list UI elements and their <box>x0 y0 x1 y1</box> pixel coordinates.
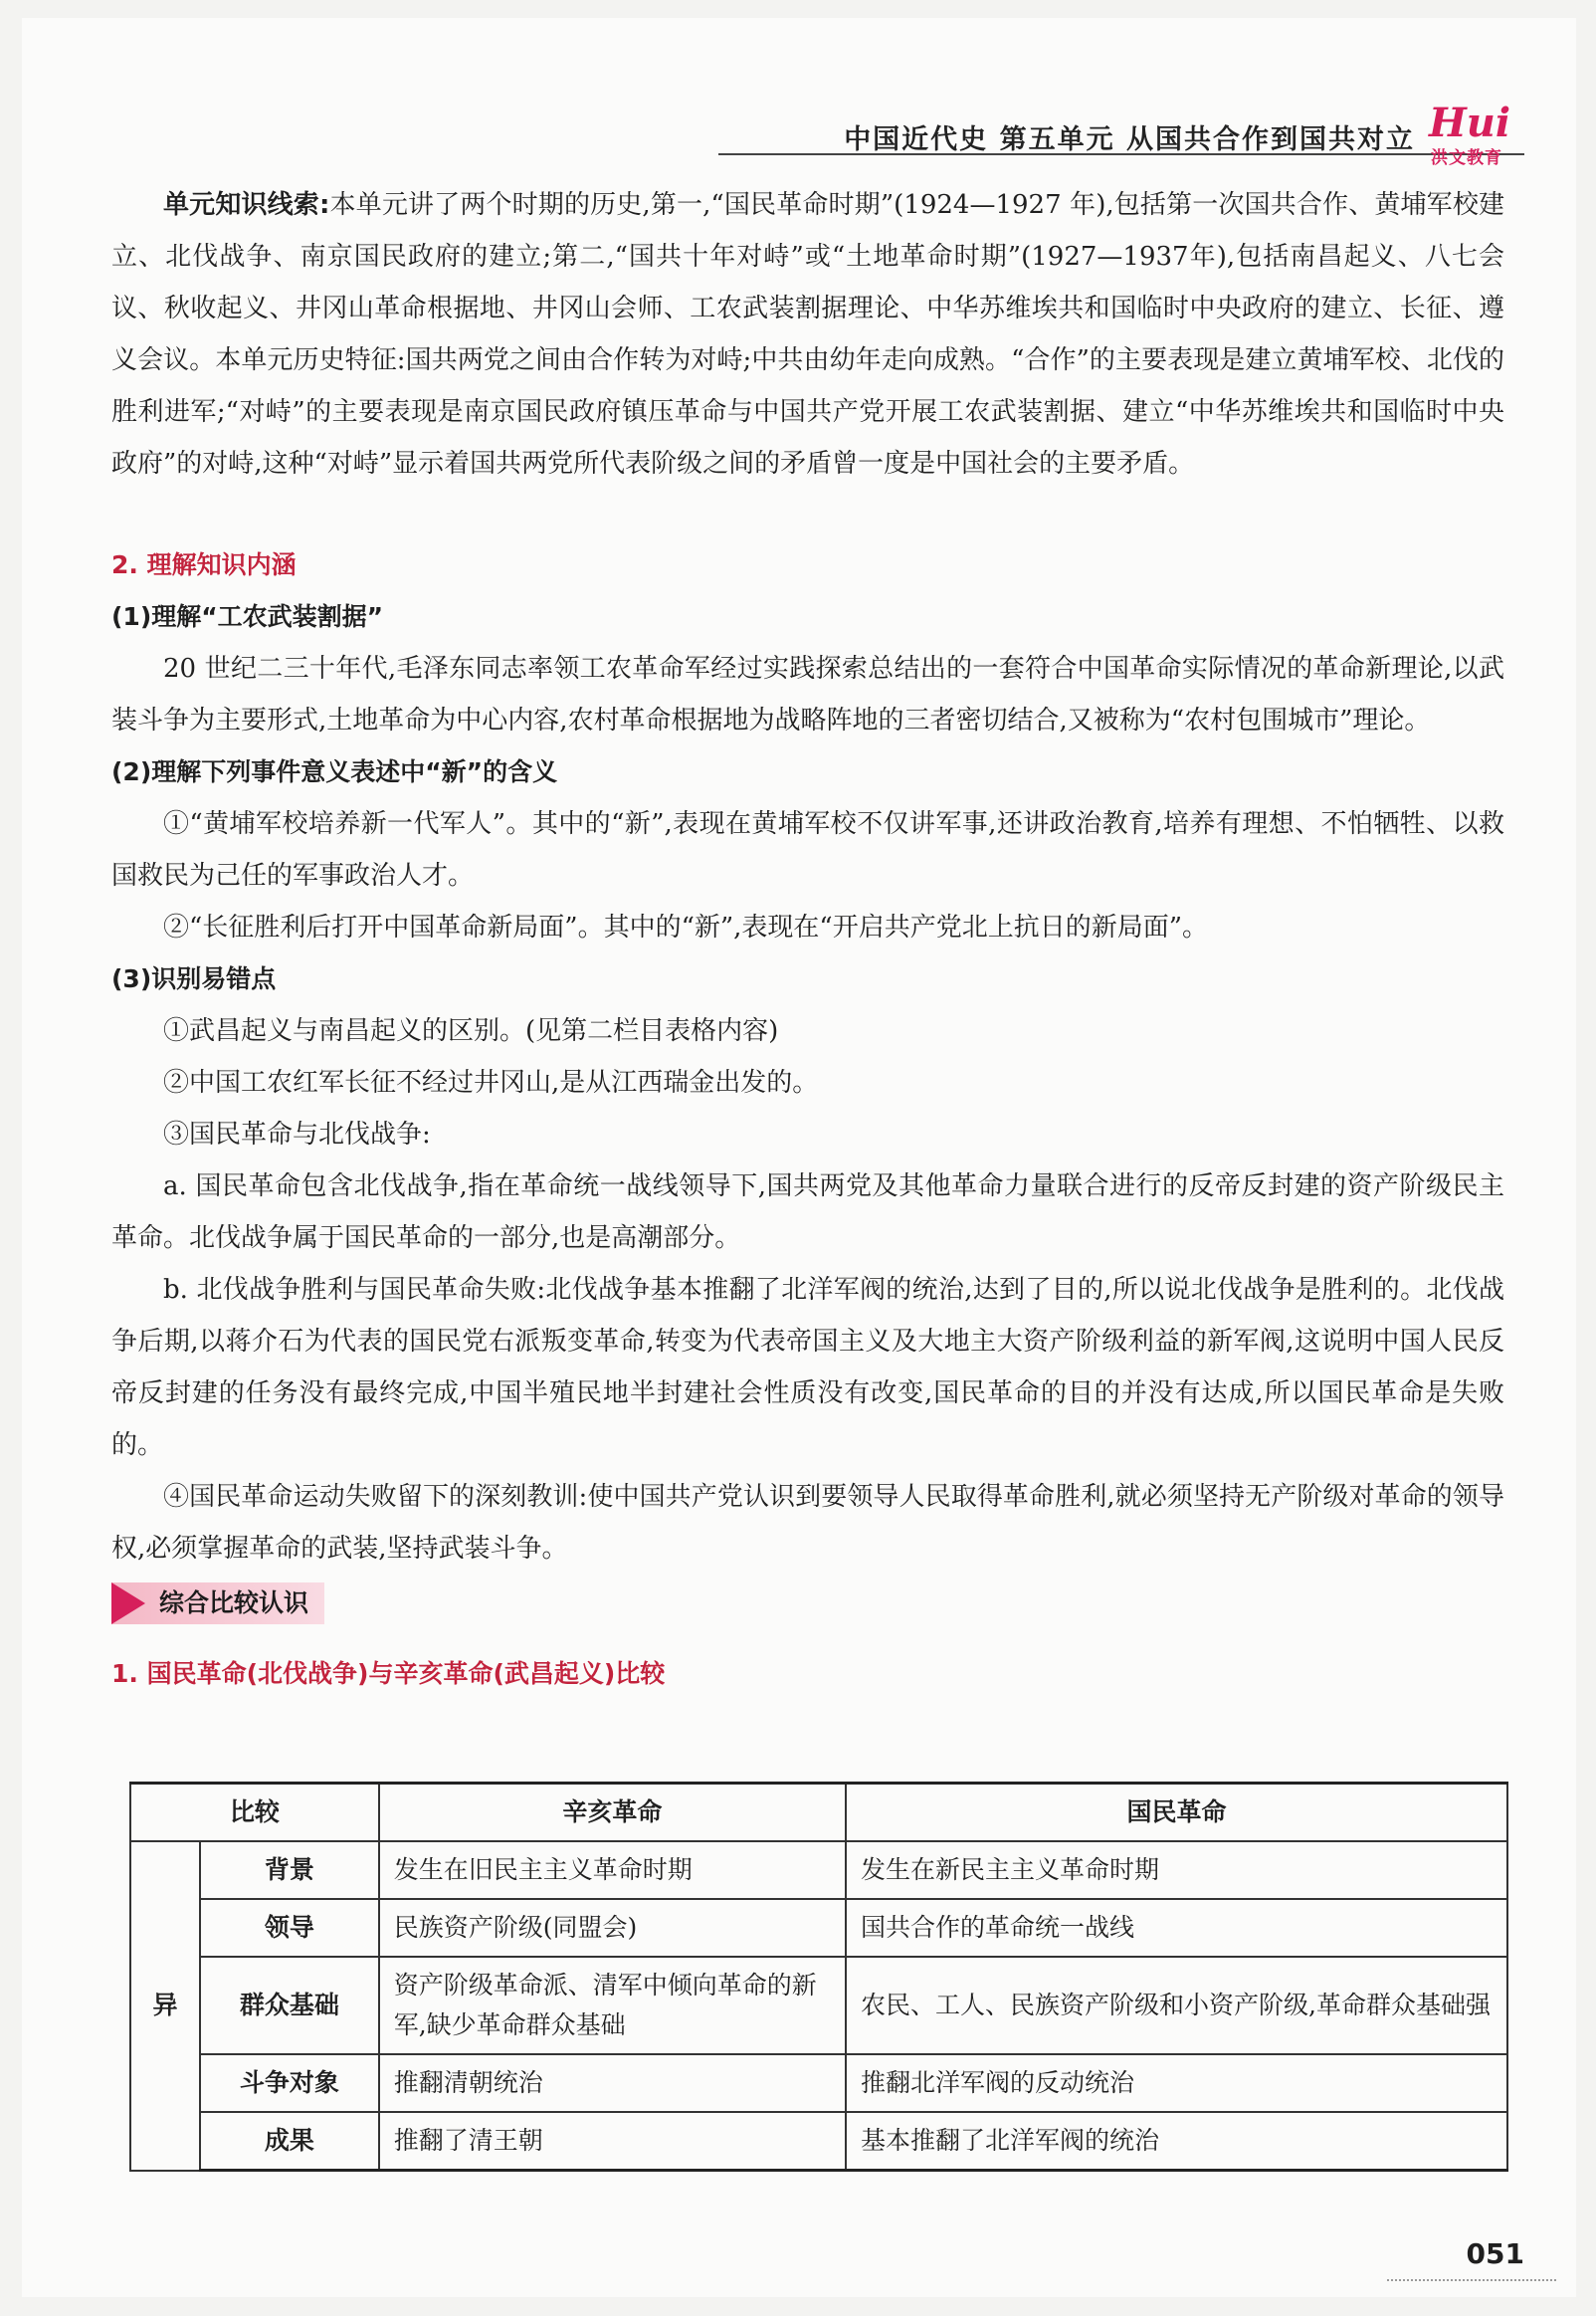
sub3-item3a: a. 国民革命包含北伐战争,指在革命统一战线领导下,国共两党及其他革命力量联合进行的反帝反封建的资产阶级民主革命。北伐战争属于国民革命的一部分,也是高潮部分。 <box>111 1171 1504 1253</box>
banner-arrow-icon <box>111 1582 145 1624</box>
sub3-item2: ②中国工农红军长征不经过井冈山,是从江西瑞金出发的。 <box>163 1068 819 1098</box>
sub1-heading: (1)理解“工农武装割据” <box>111 602 384 631</box>
table-row <box>130 1957 1507 2054</box>
table-row <box>130 1841 1507 1899</box>
table-cell-guomin: 推翻北洋军阀的反动统治 <box>846 2054 1507 2112</box>
table-cell-xinhai: 民族资产阶级(同盟会) <box>379 1899 846 1957</box>
table-row <box>130 2054 1507 2112</box>
publisher-logo <box>1419 100 1526 168</box>
table-header-xinhai: 辛亥革命 <box>379 1784 846 1842</box>
table-row-label: 斗争对象 <box>200 2054 379 2112</box>
intro-block <box>111 179 1504 490</box>
sub2-heading: (2)理解下列事件意义表述中“新”的含义 <box>111 757 558 786</box>
compare-heading: 1. 国民革命(北伐战争)与辛亥革命(武昌起义)比较 <box>111 1659 666 1688</box>
sub2-item2: ②“长征胜利后打开中国革命新局面”。其中的“新”,表现在“开启共产党北上抗日的新局面”。 <box>163 913 1209 943</box>
sub3-item3: ③国民革命与北伐战争: <box>163 1120 431 1150</box>
table-cell-xinhai: 发生在旧民主主义革命时期 <box>379 1841 846 1899</box>
sub3-item1: ①武昌起义与南昌起义的区别。(见第二栏目表格内容) <box>163 1016 779 1046</box>
logo-mark: Hui <box>1429 100 1511 146</box>
sub3-heading: (3)识别易错点 <box>111 964 277 993</box>
table-header-guomin: 国民革命 <box>846 1784 1507 1842</box>
page-header <box>0 0 1596 168</box>
table-row <box>130 1899 1507 1957</box>
page-number-rule <box>1387 2279 1556 2281</box>
sub2-item1: ①“黄埔军校培养新一代军人”。其中的“新”,表现在黄埔军校不仅讲军事,还讲政治教育,培养有理想、不怕牺牲、以救国救民为己任的军事政治人才。 <box>111 809 1504 891</box>
table-cell-guomin: 发生在新民主主义革命时期 <box>846 1841 1507 1899</box>
table-cell-xinhai: 推翻了清王朝 <box>379 2112 846 2171</box>
table-cell-xinhai: 资产阶级革命派、清军中倾向革命的新军,缺少革命群众基础 <box>379 1957 846 2054</box>
table-cell-guomin: 农民、工人、民族资产阶级和小资产阶级,革命群众基础强 <box>846 1957 1507 2054</box>
sub1-text: 20 世纪二三十年代,毛泽东同志率领工农革命军经过实践探索总结出的一套符合中国革命实际情况的革命新理论,以武装斗争为主要形式,土地革命为中心内容,农村革命根据地为战略阵地的三者密切结合,又被称为“农村包围城市”理论。 <box>111 654 1504 736</box>
section2-heading: 2. 理解知识内涵 <box>111 550 297 579</box>
table-cell-guomin: 基本推翻了北洋军阀的统治 <box>846 2112 1507 2171</box>
table-row-label: 背景 <box>200 1841 379 1899</box>
header-title: 中国近代史 第五单元 从国共合作到国共对立 <box>844 124 1415 155</box>
table-row-label: 领导 <box>200 1899 379 1957</box>
intro-text: 本单元讲了两个时期的历史,第一,“国民革命时期”(1924—1927 年),包括第一次国共合作、黄埔军校建立、北伐战争、南京国民政府的建立;第二,“国共十年对峙”或“土地革命时期”(1927—1937年),包括南昌起义、八七会议、秋收起义、井冈山革命根据地、井冈山会师、工农武装割据理论、中华苏维埃共和国临时中央政府的建立、长征、遵义会议。本单元历史特征:国共两党之间由合作转为对峙;中共由幼年走向成熟。“合作”的主要表现是建立黄埔军校、北伐的胜利进军;“对峙”的主要表现是南京国民政府镇压革命与中国共产党开展工农武装割据、建立“中华苏维埃共和国临时中央政府”的对峙,这种“对峙”显示着国共两党所代表阶级之间的矛盾曾一度是中国社会的主要矛盾。 <box>111 190 1504 479</box>
compare-banner <box>111 1582 324 1624</box>
sub3-item3b: b. 北伐战争胜利与国民革命失败:北伐战争基本推翻了北洋军阀的统治,达到了目的,所以说北伐战争是胜利的。北伐战争后期,以蒋介石为代表的国民党右派叛变革命,转变为代表帝国主义及大地主大资产阶级利益的新军阀,这说明中国人民反帝反封建的任务没有最终完成,中国半殖民地半封建社会性质没有改变,国民革命的目的并没有达成,所以国民革命是失败的。 <box>111 1275 1504 1460</box>
table-row-label: 群众基础 <box>200 1957 379 2054</box>
section2 <box>111 539 1504 1700</box>
table-row <box>130 2112 1507 2171</box>
table-header-row <box>130 1784 1507 1842</box>
intro-paragraph <box>111 179 1504 490</box>
table-row-label: 成果 <box>200 2112 379 2171</box>
table-cell-xinhai: 推翻清朝统治 <box>379 2054 846 2112</box>
intro-label: 单元知识线索: <box>163 190 330 220</box>
header-rule <box>718 153 1524 155</box>
logo-text: 洪文教育 <box>1431 148 1502 168</box>
table-cell-guomin: 国共合作的革命统一战线 <box>846 1899 1507 1957</box>
table-header-compare: 比较 <box>130 1784 379 1842</box>
page-number: 051 <box>1466 2237 1524 2270</box>
comparison-table <box>129 1782 1508 2172</box>
sub3-item4: ④国民革命运动失败留下的深刻教训:使中国共产党认识到要领导人民取得革命胜利,就必须坚持无产阶级对革命的领导权,必须掌握革命的武装,坚持武装斗争。 <box>111 1482 1504 1564</box>
compare-banner-text: 综合比较认识 <box>159 1588 309 1617</box>
table-group-label: 异 <box>130 1841 200 2171</box>
